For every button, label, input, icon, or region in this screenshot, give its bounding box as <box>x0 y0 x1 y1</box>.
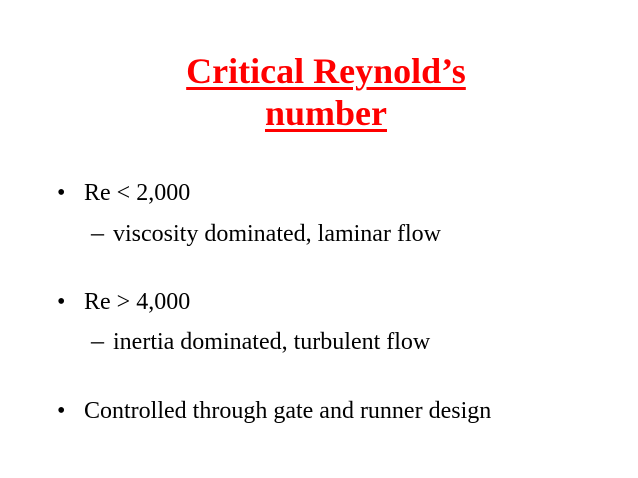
slide-title-line-2: number <box>264 93 387 133</box>
bullet-marker: • <box>57 398 66 424</box>
slide-title <box>0 50 638 134</box>
bullet-item-re-below-2000 <box>57 179 190 207</box>
bullet-item-controlled <box>57 397 491 425</box>
sub-bullet-turbulent <box>91 327 430 356</box>
bullet-marker: • <box>57 180 66 206</box>
slide-title-line-1: Critical Reynold’s <box>186 51 466 91</box>
bullet-item-re-above-4000 <box>57 288 190 316</box>
sub-bullet-laminar <box>91 219 441 248</box>
sub-bullet-text: inertia dominated, turbulent flow <box>113 329 431 355</box>
bullet-text: Controlled through gate and runner design <box>84 398 492 424</box>
bullet-text: Re < 2,000 <box>84 180 191 206</box>
sub-bullet-text: viscosity dominated, laminar flow <box>113 221 441 247</box>
sub-bullet-marker: – <box>91 218 104 247</box>
bullet-text: Re > 4,000 <box>84 289 191 315</box>
sub-bullet-marker: – <box>91 326 104 355</box>
bullet-marker: • <box>57 289 66 315</box>
